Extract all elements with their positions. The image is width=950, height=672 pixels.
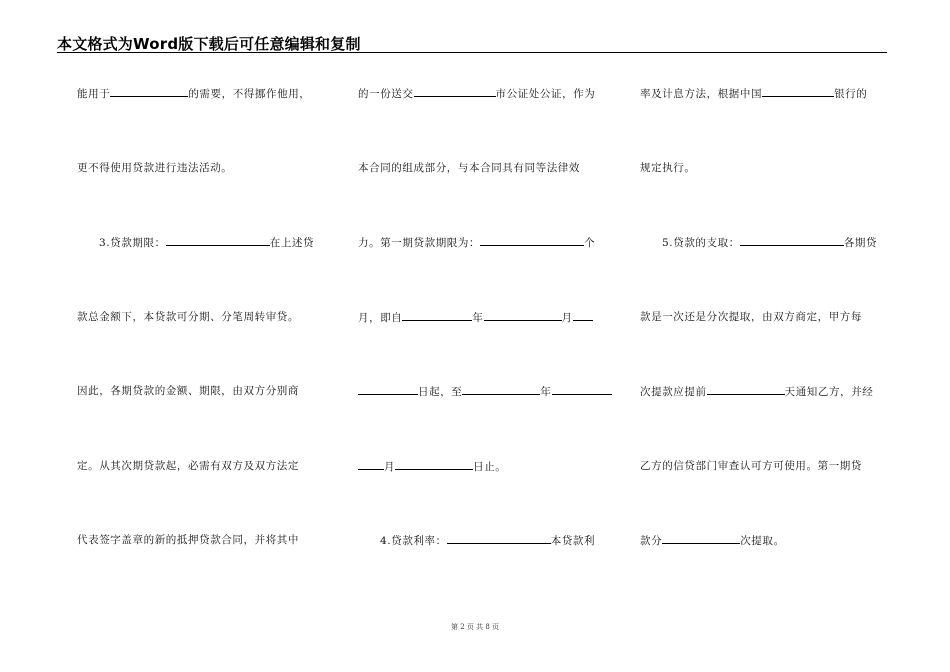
text-segment: 的一份送交: [358, 88, 414, 100]
text-segment: 3.贷款期限：: [99, 237, 166, 249]
text-segment: 年: [540, 386, 552, 398]
fill-in-blank: [395, 459, 473, 470]
page-number-footer: 第 2 页 共 8 页: [450, 623, 500, 631]
text-line: [77, 533, 299, 547]
text-segment: 月: [561, 311, 573, 324]
text-segment: 款总金额下，本贷款可分期、分笔周转审贷。: [77, 310, 299, 323]
fill-in-blank: [447, 533, 551, 544]
fill-in-blank: [358, 459, 384, 470]
text-line: [640, 235, 877, 250]
fill-in-blank: [414, 86, 496, 97]
fill-in-blank: [462, 384, 540, 395]
text-line: [77, 459, 299, 473]
text-segment: 5.贷款的支取：: [662, 237, 740, 249]
text-line: [358, 235, 595, 250]
text-segment: 率及计息方法，根据中国: [640, 88, 763, 100]
text-line: [77, 86, 310, 101]
text-segment: 4.贷款利率：: [380, 535, 447, 547]
text-segment: 本合同的组成部分，与本合同具有同等法律效: [358, 161, 580, 174]
document-header-title: 本文格式为Word版下载后可任意编辑和复制: [57, 35, 361, 53]
text-segment: 市公证处公证，作为: [495, 88, 596, 100]
fill-in-blank: [740, 235, 844, 246]
text-segment: 本贷款利: [550, 535, 596, 547]
fill-in-blank: [110, 86, 188, 97]
text-segment: 乙方的信贷部门审查认可方可使用。第一期贷: [640, 459, 862, 472]
fill-in-blank: [402, 310, 472, 321]
text-segment: 月，即自: [358, 311, 403, 324]
text-line: [77, 384, 299, 398]
text-line: [640, 459, 862, 473]
text-line: [640, 384, 873, 399]
text-segment: 日止。: [473, 460, 507, 473]
text-segment: 年: [472, 311, 484, 324]
fill-in-blank: [762, 86, 834, 97]
text-line: [77, 161, 232, 175]
text-segment: 更不得使用贷款进行违法活动。: [77, 161, 233, 174]
text-line: [358, 459, 506, 474]
text-segment: 款是一次还是分次提取，由双方商定，甲方每: [640, 310, 862, 323]
text-line: [358, 533, 595, 548]
header-divider: [57, 52, 887, 53]
text-line: [77, 235, 314, 250]
text-segment: 因此，各期贷款的金额、期限，由双方分别商: [77, 385, 299, 397]
text-line: [358, 310, 593, 325]
text-line: [640, 86, 867, 101]
text-segment: 银行的: [834, 88, 868, 100]
text-segment: 次提取。: [740, 535, 785, 547]
text-line: [358, 161, 580, 175]
text-segment: 代表签字盖章的新的抵押贷款合同，并将其中: [77, 534, 299, 546]
text-segment: 次提款应提前: [640, 386, 707, 398]
fill-in-blank: [484, 310, 562, 321]
text-segment: 定。从其次期贷款起，必需有双方及双方法定: [77, 459, 299, 472]
fill-in-blank: [573, 310, 593, 321]
text-segment: 在上述贷: [269, 237, 315, 249]
text-line: [77, 310, 299, 324]
text-segment: 款分: [640, 535, 663, 547]
text-segment: 日起，至: [418, 386, 463, 398]
text-line: [358, 86, 595, 101]
fill-in-blank: [358, 384, 418, 395]
text-segment: 规定执行。: [640, 161, 696, 174]
fill-in-blank: [552, 384, 612, 395]
fill-in-blank: [662, 533, 740, 544]
text-segment: 天通知乙方，并经: [784, 386, 874, 398]
text-segment: 的需要，不得挪作他用，: [188, 88, 311, 100]
text-segment: 个: [584, 237, 596, 249]
text-segment: 能用于: [77, 88, 111, 100]
text-line: [640, 533, 785, 548]
fill-in-blank: [166, 235, 270, 246]
text-line: [640, 310, 862, 324]
text-segment: 各期贷: [843, 237, 878, 249]
fill-in-blank: [707, 384, 785, 395]
text-segment: 月: [384, 460, 396, 473]
fill-in-blank: [480, 235, 584, 246]
text-line: [358, 384, 612, 399]
text-line: [640, 161, 696, 175]
text-segment: 力。第一期贷款期限为：: [358, 237, 481, 249]
